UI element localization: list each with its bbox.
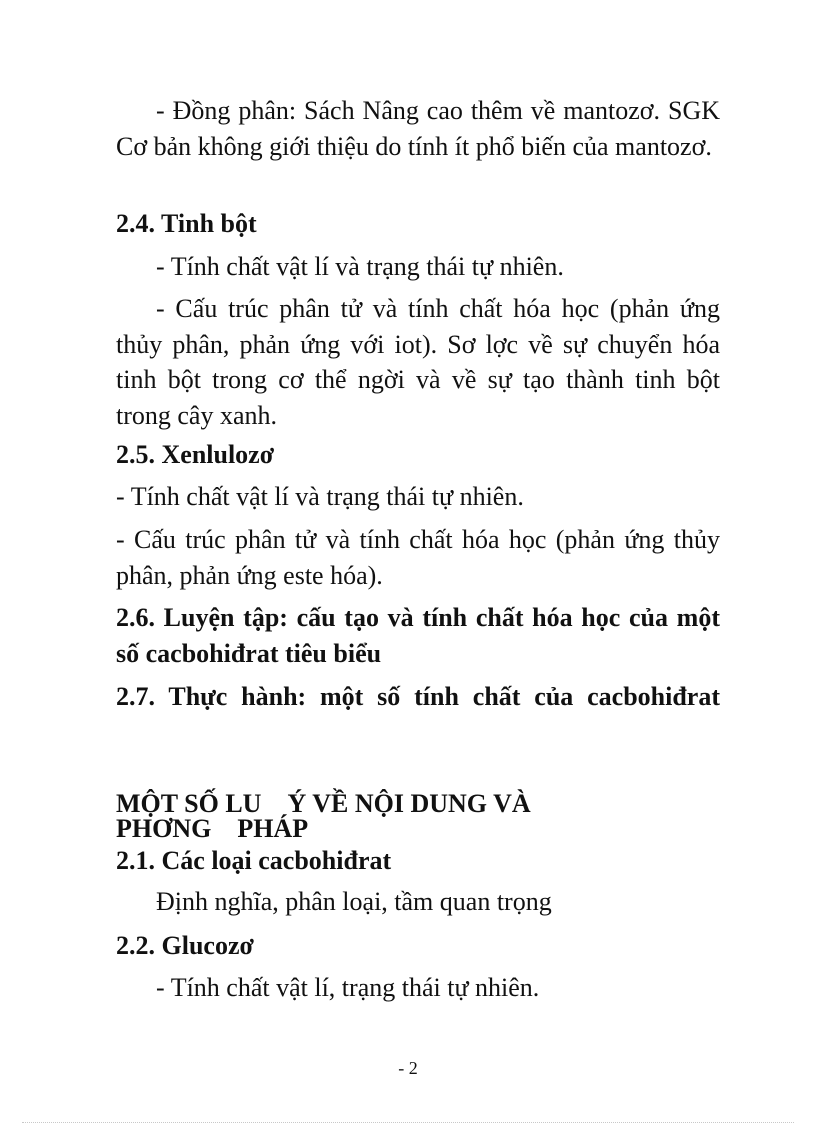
paragraph-glucozo-vat-li: - Tính chất vật lí, trạng thái tự nhiên.	[156, 973, 540, 1002]
paragraph-dinh-nghia: Định nghĩa, phân loại, tầm quan trọng	[156, 887, 552, 916]
heading-2-4-tinh-bot: 2.4. Tinh bột	[116, 209, 257, 238]
paragraph-tinh-bot-vat-li: - Tính chất vật lí và trạng thái tự nhiên.	[156, 252, 564, 281]
section-title-line-2: PHƠNG PHÁP	[116, 814, 309, 843]
page-number: - 2	[398, 1058, 418, 1078]
paragraph-tinh-bot-cau-truc: - Cấu trúc phân tử và tính chất hóa học (phản ứng thủy phân, phản ứng với iot). Sơ lợc về sự chuyển hóa tinh bột trong cơ thể ngời và về sự tạo thành tinh bột trong cây xanh.	[116, 294, 720, 430]
paragraph-dong-phan: - Đồng phân: Sách Nâng cao thêm về mantozơ. SGK Cơ bản không giới thiệu do tính ít phổ biến của mantozơ.	[116, 96, 720, 161]
heading-2-1-cac-loai: 2.1. Các loại cacbohiđrat	[116, 846, 392, 875]
section-title-line-1: MỘT SỐ LU Ý VỀ NỘI DUNG VÀ	[116, 789, 531, 818]
heading-2-5-xenlulozo: 2.5. Xenlulozơ	[116, 440, 275, 469]
heading-2-2-glucozo: 2.2. Glucozơ	[116, 931, 254, 960]
heading-2-6-luyen-tap: 2.6. Luyện tập: cấu tạo và tính chất hóa học của một số cacbohiđrat tiêu biểu	[116, 603, 720, 668]
paragraph-xenlulozo-vat-li: - Tính chất vật lí và trạng thái tự nhiên.	[116, 482, 524, 511]
paragraph-xenlulozo-cau-truc: - Cấu trúc phân tử và tính chất hóa học (phản ứng thủy phân, phản ứng este hóa).	[116, 525, 720, 590]
heading-2-7-thuc-hanh: 2.7. Thực hành: một số tính chất của cacbohiđrat	[116, 682, 720, 711]
